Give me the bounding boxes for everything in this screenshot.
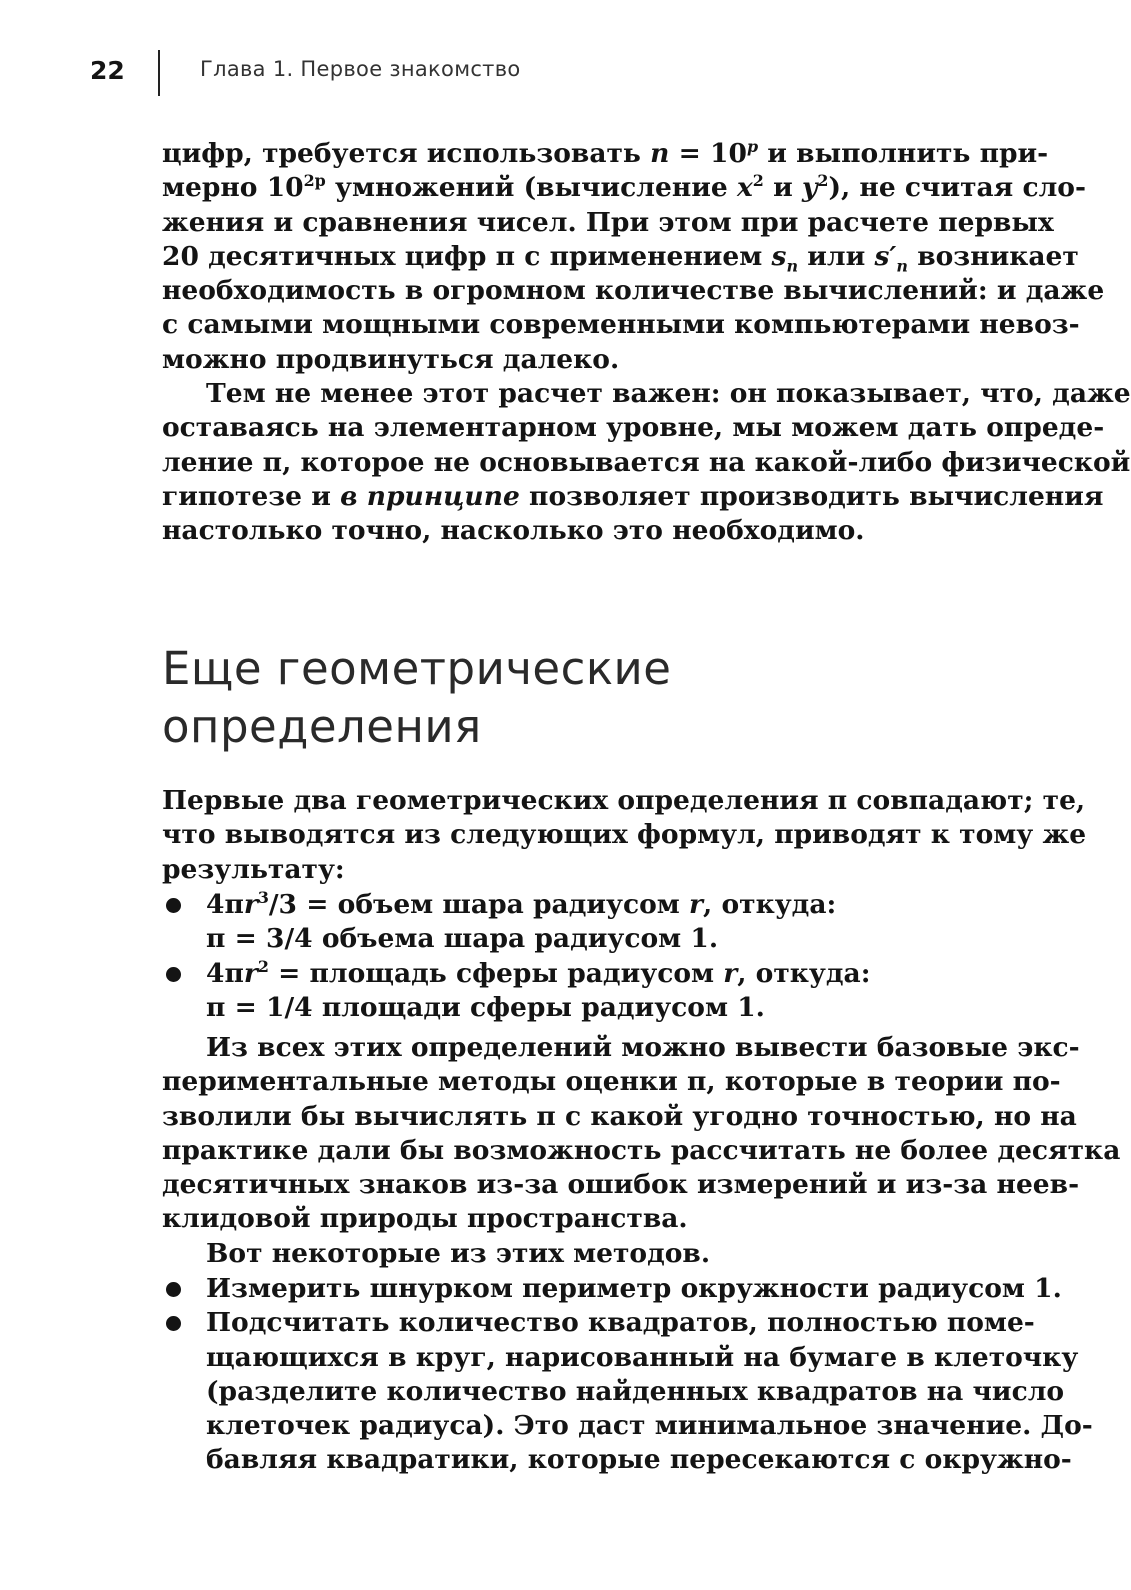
text-line: мерно $10^{2p}$ умножений (вычисление $x^2$ и $y^2$), не считая сло- xyxy=(162,171,1086,204)
text-line: периментальные методы оценки π, которые в теории по- xyxy=(162,1066,1061,1098)
text-line: Первые два геометрических определения π совпадают; те, xyxy=(162,785,1086,816)
list-item: $4\pi r^2$ = площадь сферы радиусом r, откуда: π = 1/4 площади сферы радиусом 1. xyxy=(162,957,892,1026)
formula-list xyxy=(162,888,892,1025)
paragraph-3 xyxy=(162,784,1087,887)
header-divider xyxy=(158,50,160,96)
paragraph-1 xyxy=(162,137,1105,377)
text-line: клидовой природы пространства. xyxy=(162,1203,688,1235)
text-line: практике дали бы возможность рассчитать не более десятка xyxy=(162,1134,1121,1166)
formula-result: π = 1/4 площади сферы радиусом 1. xyxy=(206,991,765,1023)
list-item: Подсчитать количество квадратов, полностью поме- щающихся в круг, нарисованный на бумаге в клеточку (разделите количество найденных квадратов на число клеточек радиуса). Это даст минимальное значение. До- бавляя квадратики, которые пересекаются с окружно- xyxy=(162,1306,892,1477)
paragraph-2 xyxy=(162,377,1131,548)
text-line: Тем не менее этот расчет важен: он показывает, что, даже xyxy=(206,378,1131,409)
bullet-icon xyxy=(166,1316,181,1331)
text-line: можно продвинуться далеко. xyxy=(162,343,620,375)
bullet-icon xyxy=(166,898,181,913)
formula-result: π = 3/4 объема шара радиусом 1. xyxy=(206,923,719,955)
text-line: гипотезе и в принципе позволяет производить вычисления xyxy=(162,480,1104,512)
list-item: Измерить шнурком периметр окружности радиусом 1. xyxy=(162,1272,892,1306)
text-line: 20 десятичных цифр π с применением $s_n$ или $s'_n$ возникает xyxy=(162,240,1079,276)
page-number: 22 xyxy=(90,56,125,85)
text-line: десятичных знаков из-за ошибок измерений и из-за неев- xyxy=(162,1169,1080,1201)
bullet-icon xyxy=(166,1282,181,1297)
section-heading: Еще геометрические определения xyxy=(162,642,672,753)
bullet-icon xyxy=(166,967,181,982)
text-line: зволили бы вычислять π с какой угодно точностью, но на xyxy=(162,1100,1077,1132)
emphasis: в принципе xyxy=(340,480,520,512)
text-line: что выводятся из следующих формул, приводят к тому же xyxy=(162,819,1087,851)
text-line: настолько точно, насколько это необходимо. xyxy=(162,515,865,547)
methods-list xyxy=(162,1272,1093,1478)
text-line: Вот некоторые из этих методов. xyxy=(206,1237,711,1269)
text-line: необходимость в огромном количестве вычислений: и даже xyxy=(162,275,1105,307)
list-item: $4\pi r^3/3$ = объем шара радиусом r, откуда: π = 3/4 объема шара радиусом 1. xyxy=(162,888,892,957)
text-line: с самыми мощными современными компьютерами невоз- xyxy=(162,309,1080,341)
text-line: цифр, требуется использовать $n = 10^p$ и выполнить при- xyxy=(162,137,1049,169)
text-line: жения и сравнения чисел. При этом при расчете первых xyxy=(162,206,1054,238)
chapter-title: Глава 1. Первое знакомство xyxy=(200,57,521,81)
text-line: ление π, которое не основывается на какой-либо физической xyxy=(162,446,1131,478)
text-line: результату: xyxy=(162,853,345,885)
text-line: оставаясь на элементарном уровне, мы можем дать опреде- xyxy=(162,412,1105,444)
text-line: Из всех этих определений можно вывести базовые экс- xyxy=(206,1032,1080,1063)
paragraph-4 xyxy=(162,1031,1121,1271)
